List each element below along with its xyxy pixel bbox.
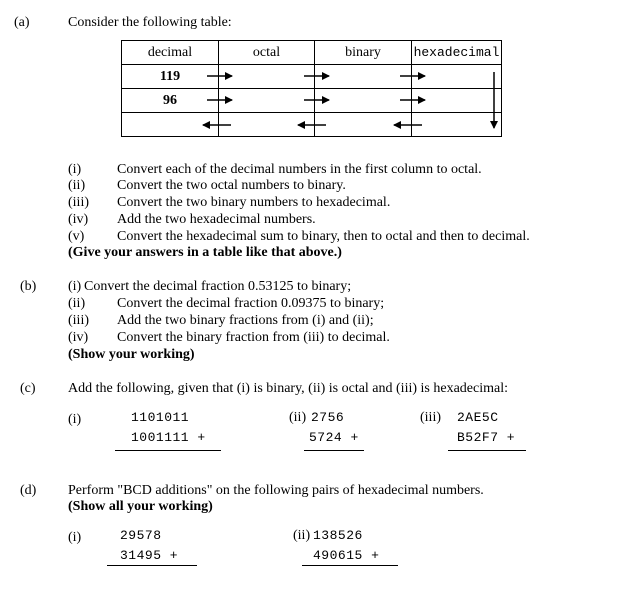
part-a-item-text: Convert the two binary numbers to hexadecimal. [117, 195, 391, 210]
part-d-problem-num: (ii) [293, 528, 311, 543]
part-b-item-num: (iii) [68, 313, 89, 328]
table-row [122, 65, 502, 89]
part-a-item-num: (ii) [68, 178, 86, 193]
part-b-item-text: Add the two binary fractions from (i) and (ii); [117, 313, 374, 328]
part-d-problem-line2: 31495 + [120, 548, 179, 563]
table-cell [315, 89, 412, 113]
sum-line [302, 565, 398, 566]
part-d-intro: Perform "BCD additions" on the following pairs of hexadecimal numbers. [68, 483, 484, 498]
table-cell: 119 [122, 65, 219, 89]
part-c-problem-line1: 2756 [311, 410, 345, 425]
part-c-problem-num: (i) [68, 412, 82, 427]
conversion-table [121, 40, 502, 137]
part-b-item-num: (i) [68, 279, 82, 294]
part-a-label: (a) [14, 15, 30, 30]
sum-line [448, 450, 526, 451]
sum-line [107, 565, 197, 566]
part-b-item-num: (iv) [68, 330, 89, 345]
part-d-problem-line1: 29578 [120, 528, 162, 543]
part-c-problem-line2: 5724 + [309, 430, 359, 445]
table-cell [315, 113, 412, 137]
table-cell [315, 65, 412, 89]
part-a-item-text: Add the two hexadecimal numbers. [117, 212, 316, 227]
header-binary: binary [315, 41, 412, 65]
part-a-item-text: Convert the two octal numbers to binary. [117, 178, 346, 193]
table-cell [219, 65, 315, 89]
header-octal: octal [219, 41, 315, 65]
table-header-row [122, 41, 502, 65]
part-c-problem-line2: B52F7 + [457, 430, 516, 445]
table-cell [122, 113, 219, 137]
part-c-problem-line1: 2AE5C [457, 410, 499, 425]
part-b-item-text: Convert the binary fraction from (iii) to decimal. [117, 330, 390, 345]
part-c-problem-num: (iii) [420, 410, 441, 425]
part-c-intro: Add the following, given that (i) is binary, (ii) is octal and (iii) is hexadecimal: [68, 381, 508, 396]
table-row [122, 113, 502, 137]
part-a-item-text: Convert each of the decimal numbers in the first column to octal. [117, 162, 482, 177]
part-a-item-num: (iii) [68, 195, 89, 210]
part-b-item-num: (ii) [68, 296, 86, 311]
part-a-intro: Consider the following table: [68, 15, 232, 30]
part-a-item-num: (iv) [68, 212, 89, 227]
part-d-problem-num: (i) [68, 530, 82, 545]
part-b-item-text: Convert the decimal fraction 0.09375 to binary; [117, 296, 385, 311]
table-cell [412, 113, 502, 137]
part-d-label: (d) [20, 483, 37, 498]
table-cell [219, 113, 315, 137]
header-decimal: decimal [122, 41, 219, 65]
part-b-label: (b) [20, 279, 37, 294]
table-cell: 96 [122, 89, 219, 113]
part-c-label: (c) [20, 381, 36, 396]
table-row [122, 89, 502, 113]
part-c-problem-line2: 1001111 + [131, 430, 206, 445]
part-c-problem-num: (ii) [289, 410, 307, 425]
part-b-note: (Show your working) [68, 347, 195, 362]
part-c-problem-line1: 1101011 [131, 410, 190, 425]
part-d-problem-line2: 490615 + [313, 548, 380, 563]
part-a-item-num: (v) [68, 229, 85, 244]
sum-line [115, 450, 221, 451]
part-a-item-text: Convert the hexadecimal sum to binary, then to octal and then to decimal. [117, 229, 530, 244]
part-a-item-num: (i) [68, 162, 82, 177]
part-a-note: (Give your answers in a table like that above.) [68, 245, 342, 260]
part-b-item-text: Convert the decimal fraction 0.53125 to binary; [84, 279, 352, 294]
part-d-problem-line1: 138526 [313, 528, 363, 543]
sum-line [304, 450, 364, 451]
table-cell [219, 89, 315, 113]
part-d-note: (Show all your working) [68, 499, 213, 514]
table-cell [412, 65, 502, 89]
header-hexadecimal: hexadecimal [412, 41, 502, 65]
table-cell [412, 89, 502, 113]
